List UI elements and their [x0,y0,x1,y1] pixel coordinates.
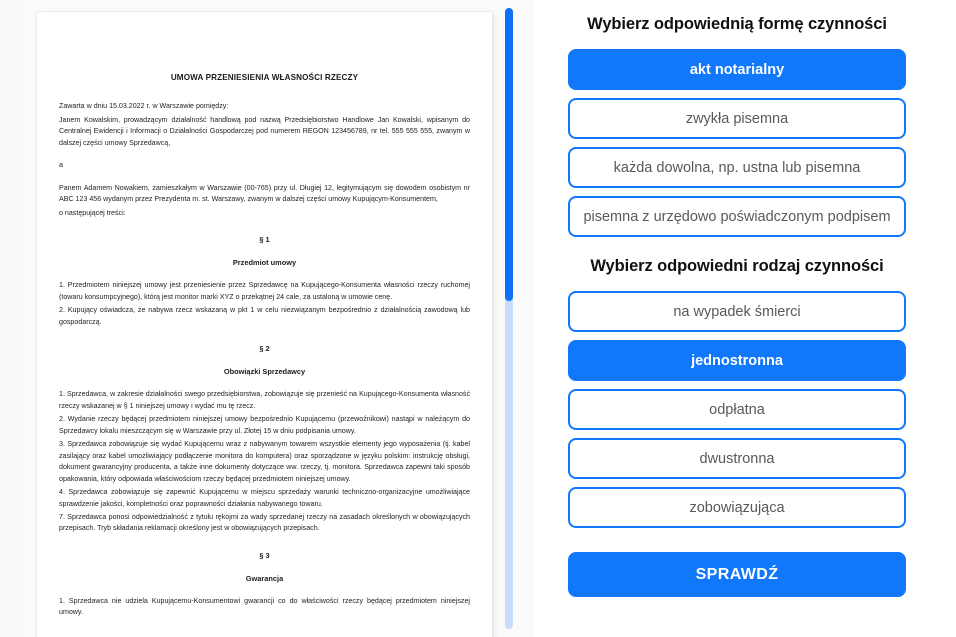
question-2-heading: Wybierz odpowiedni rodzaj czynności [590,257,884,275]
option-jednostronna[interactable] [568,340,906,381]
option-label: dwustronna [699,450,775,467]
document-section [59,344,470,535]
option-label: na wypadek śmierci [673,303,801,320]
option-label: akt notarialny [689,61,785,78]
question-2-options [568,291,906,528]
section-heading: Obowiązki Sprzedawcy [223,367,306,377]
document-section [59,551,470,619]
check-answers-button[interactable]: SPRAWDŹ [568,552,906,597]
question-1-heading: Wybierz odpowiednią formę czynności [587,15,887,33]
section-number: § 3 [259,550,270,560]
option-zwykla-pisemna[interactable] [568,98,906,139]
option-label: zwykła pisemna [685,110,789,127]
section-paragraph: 1. Przedmiotem niniejszej umowy jest przeniesienie przez Sprzedawcę na Kupującego-Konsumenta własności rzeczy ruchomej (towaru konsumpcyjnego), którą jest monitor marki XYZ o przekątnej 24 cale, za ustaloną w umowie cenę. [59,281,470,301]
section-heading: Przedmiot umowy [232,258,297,268]
option-zobowiazujaca[interactable] [568,487,906,528]
question-1-options [568,49,906,237]
option-label: zobowiązująca [689,499,785,516]
document-section [59,235,470,328]
option-label: odpłatna [709,401,765,418]
document-intro-line: Janem Kowalskim, prowadzącym działalność handlową pod nazwą Przedsiębiorstwo Handlowe Jan Kowalski, wpisanym do Centralnej Ewidencji i Informacji o Działalności Gospodarczej pod numerem REGON 123456789, nr tel. 555 555 555, zwanym w dalszej części umowy Sprzedawcą, [59,115,470,147]
option-pisemna-z-poswiadczonym-podpisem[interactable] [568,196,906,237]
scrollbar-thumb[interactable] [505,8,513,301]
section-number: § 1 [259,235,270,245]
document-title: UMOWA PRZENIESIENIA WŁASNOŚCI RZECZY [170,73,359,82]
option-label: jednostronna [691,352,783,369]
option-odplatna[interactable] [568,389,906,430]
section-paragraph: 1. Sprzedawca nie udziela Kupującemu-Konsumentowi gwarancji co do właściwości rzeczy będącej przedmiotem niniejszej umowy. [59,596,470,617]
option-kazda-dowolna[interactable] [568,147,906,188]
document-scrollbar[interactable] [505,8,513,629]
submit-area [568,552,906,597]
option-label: pisemna z urzędowo poświadczonym podpisem [583,208,891,225]
quiz-panel [535,0,956,637]
document-intro-line: Panem Adamem Nowakiem, zamieszkałym w Warszawie (00-765) przy ul. Długiej 12, legitymującym się dowodem osobistym nr ABC 123 456 wydanym przez Prezydenta m. st. Warszawy, zwanym w dalszej części umowy Kupującym-Konsumentem, [59,183,470,204]
section-paragraph: 3. Sprzedawca zobowiązuje się wydać Kupującemu wraz z nabywanym towarem wszystkie elementy jego wyposażenia (tj. kabel zasilający oraz kabel umożliwiający podłączenie monitora do komputera) oraz sporządzone w języku polskim: instrukcję obsługi, dokument gwarancyjny producenta, a także inne dokumenty dotyczące ww. rzeczy, tj. monitora. Sprzedawca zapewni taki sposób opakowania, który odpowiada właściwościom rzeczy będącej przedmiotem niniejszej umowy. [59,440,470,483]
section-heading: Gwarancja [245,573,284,583]
section-paragraph: 1. Sprzedawca, w zakresie działalności swego przedsiębiorstwa, zobowiązuje się przenieść na Kupującego-Konsumenta własność rzeczy wskazanej w § 1 niniejszej umowy i wydać mu tę rzecz. [59,390,470,410]
document-intro-line: o następującej treści: [59,208,126,217]
document-intro-line: a [59,161,63,170]
document-intro-line: Zawarta w dniu 15.03.2022 r. w Warszawie pomiędzy: [59,102,229,111]
option-dwustronna[interactable] [568,438,906,479]
section-paragraph: 2. Wydanie rzeczy będącej przedmiotem niniejszej umowy bezpośrednio Kupującemu (przewoźnikowi) nastąpi w należącym do Sprzedawcy lokalu mieszczącym się w Warszawie przy ul. Złotej 15 w dniu podpisania umowy. [59,415,470,435]
section-paragraph: 7. Sprzedawca ponosi odpowiedzialność z tytułu rękojmi za wady sprzedanej rzeczy na zasadach określonych w obowiązujących przepisach. Tryb składania reklamacji określony jest w obowiązujących przepisach. [59,512,470,533]
option-akt-notarialny[interactable] [568,49,906,90]
option-na-wypadek-smierci[interactable] [568,291,906,332]
document-page [37,12,492,637]
option-label: każda dowolna, np. ustna lub pisemna [613,159,861,176]
document-content [37,12,492,637]
section-paragraph: 2. Kupujący oświadcza, że nabywa rzecz wskazaną w pkt 1 w celu niezwiązanym bezpośrednio z działalnością zawodową lub gospodarczą. [59,306,470,326]
section-number: § 2 [259,344,270,354]
section-paragraph: 4. Sprzedawca zobowiązuje się zapewnić Kupującemu w miejscu sprzedaży warunki techniczno-organizacyjne umożliwiające sprawdzenie jakości, kompletności oraz poprawności działania nabywanego towaru. [59,488,470,508]
